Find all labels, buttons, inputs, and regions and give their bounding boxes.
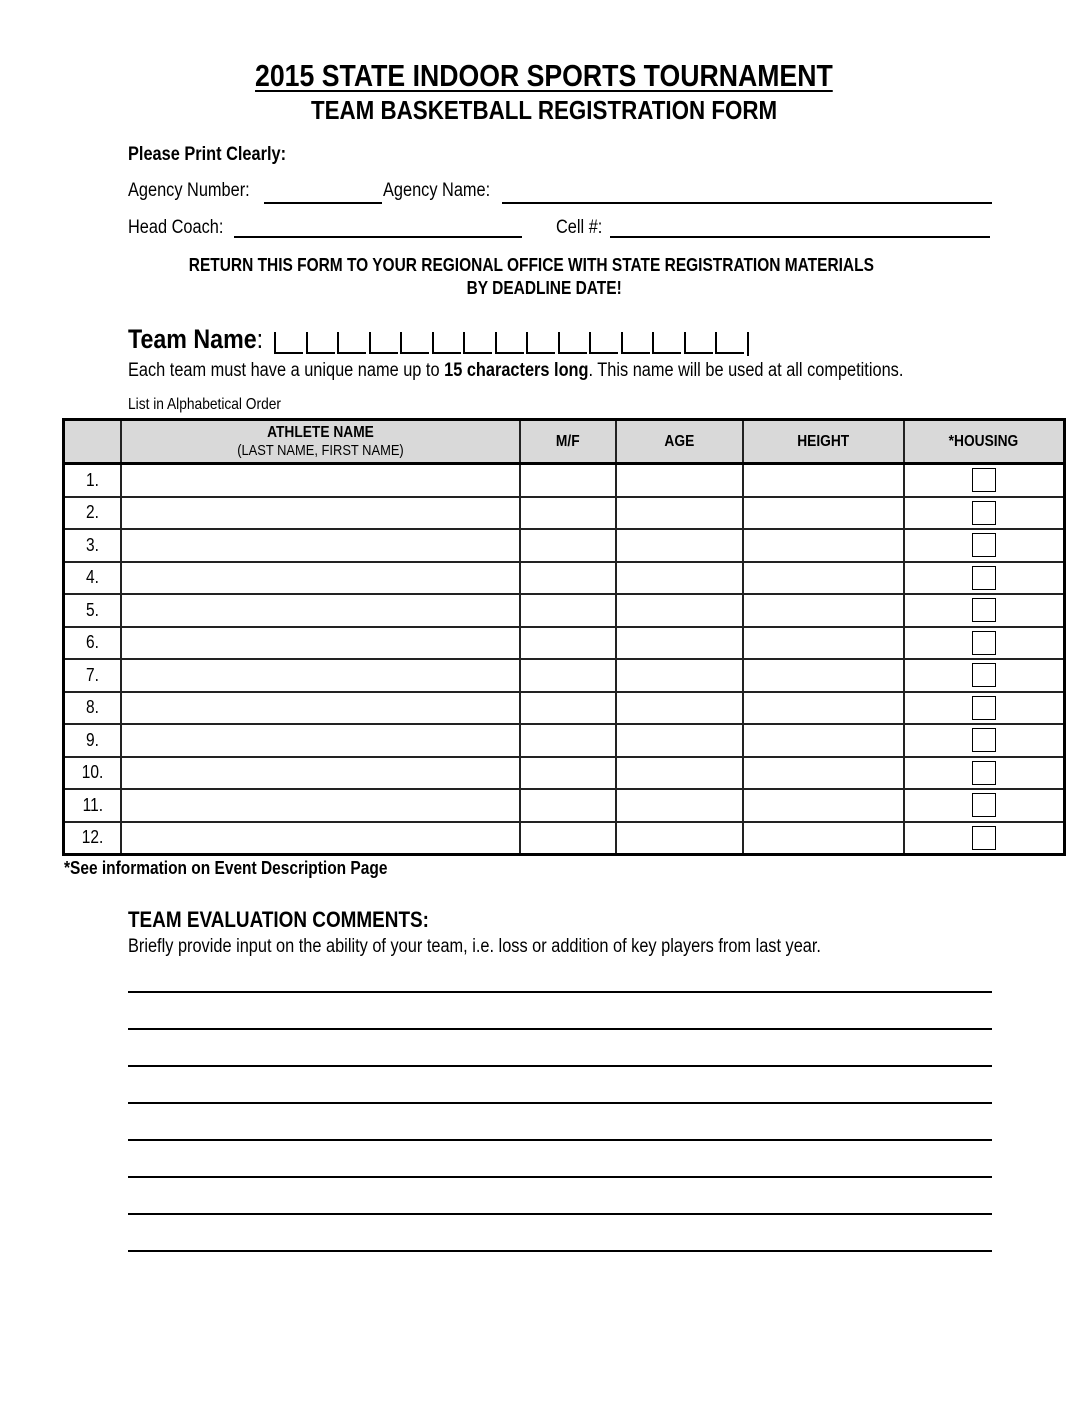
housing-cell — [904, 529, 1065, 562]
roster-row — [64, 757, 1065, 790]
team-name-character-box[interactable] — [306, 332, 335, 354]
team-name-character-box[interactable] — [558, 332, 587, 354]
team-name-character-box[interactable] — [621, 332, 650, 354]
housing-checkbox[interactable] — [972, 826, 996, 850]
row-number: 9. — [64, 724, 122, 757]
housing-checkbox[interactable] — [972, 533, 996, 557]
mf-cell[interactable] — [520, 529, 616, 562]
row-number: 11. — [64, 789, 122, 822]
athlete-name-cell[interactable] — [121, 724, 520, 757]
form-subtitle: TEAM BASKETBALL REGISTRATION FORM — [310, 95, 778, 125]
team-name-character-box[interactable] — [589, 332, 618, 354]
team-name-character-box[interactable] — [337, 332, 366, 354]
age-cell[interactable] — [616, 789, 744, 822]
mf-cell[interactable] — [520, 659, 616, 692]
age-cell[interactable] — [616, 529, 744, 562]
height-cell[interactable] — [743, 497, 903, 530]
team-name-character-box[interactable] — [432, 332, 461, 354]
height-cell[interactable] — [743, 789, 903, 822]
comment-line[interactable] — [128, 1176, 992, 1178]
age-cell[interactable] — [616, 594, 744, 627]
housing-checkbox[interactable] — [972, 663, 996, 687]
roster-row — [64, 724, 1065, 757]
comment-line[interactable] — [128, 991, 992, 993]
athlete-name-cell[interactable] — [121, 659, 520, 692]
mf-cell[interactable] — [520, 464, 616, 497]
row-number: 6. — [64, 627, 122, 660]
row-number-header — [64, 420, 122, 464]
roster-table — [62, 418, 1066, 856]
height-header: HEIGHT — [743, 420, 903, 464]
head-coach-label: Head Coach: — [128, 217, 224, 238]
athlete-name-cell[interactable] — [121, 789, 520, 822]
mf-cell[interactable] — [520, 497, 616, 530]
alphabetical-note: List in Alphabetical Order — [128, 396, 281, 413]
roster-row — [64, 562, 1065, 595]
agency-number-label: Agency Number: — [128, 180, 250, 201]
mf-header: M/F — [520, 420, 616, 464]
team-name-character-box[interactable] — [274, 332, 303, 354]
housing-cell — [904, 692, 1065, 725]
agency-name-field[interactable] — [502, 202, 992, 204]
mf-cell[interactable] — [520, 822, 616, 855]
roster-row — [64, 594, 1065, 627]
roster-row — [64, 789, 1065, 822]
housing-checkbox[interactable] — [972, 566, 996, 590]
team-name-character-box[interactable] — [652, 332, 681, 354]
housing-cell — [904, 789, 1065, 822]
mf-cell[interactable] — [520, 692, 616, 725]
agency-number-field[interactable] — [264, 202, 382, 204]
housing-cell — [904, 562, 1065, 595]
housing-cell — [904, 822, 1065, 855]
roster-row — [64, 692, 1065, 725]
team-name-end-bar — [747, 332, 749, 356]
team-name-character-box[interactable] — [684, 332, 713, 354]
age-cell[interactable] — [616, 562, 744, 595]
housing-checkbox[interactable] — [972, 761, 996, 785]
comment-line[interactable] — [128, 1028, 992, 1030]
athlete-name-cell[interactable] — [121, 692, 520, 725]
cell-field[interactable] — [610, 236, 990, 238]
team-name-label: Team Name: — [128, 324, 264, 354]
team-name-character-boxes[interactable] — [274, 332, 749, 356]
housing-cell — [904, 627, 1065, 660]
team-name-character-box[interactable] — [369, 332, 398, 354]
comment-line[interactable] — [128, 1213, 992, 1215]
height-cell[interactable] — [743, 562, 903, 595]
height-cell[interactable] — [743, 529, 903, 562]
housing-header: *HOUSING — [904, 420, 1065, 464]
mf-cell[interactable] — [520, 627, 616, 660]
form-title: 2015 STATE INDOOR SPORTS TOURNAMENT — [255, 58, 833, 93]
athlete-name-cell[interactable] — [121, 822, 520, 855]
housing-cell — [904, 659, 1065, 692]
height-cell[interactable] — [743, 757, 903, 790]
return-note: RETURN THIS FORM TO YOUR REGIONAL OFFICE WITH STATE REGISTRATION MATERIALS BY DEADLINE DATE! — [188, 255, 874, 298]
row-number: 8. — [64, 692, 122, 725]
housing-checkbox[interactable] — [972, 696, 996, 720]
age-header: AGE — [616, 420, 744, 464]
team-name-character-box[interactable] — [526, 332, 555, 354]
roster-row — [64, 659, 1065, 692]
housing-cell — [904, 757, 1065, 790]
mf-cell[interactable] — [520, 724, 616, 757]
roster-row — [64, 497, 1065, 530]
height-cell[interactable] — [743, 594, 903, 627]
print-clearly-note: Please Print Clearly: — [128, 144, 287, 165]
row-number: 5. — [64, 594, 122, 627]
housing-cell — [904, 724, 1065, 757]
team-name-note: Each team must have a unique name up to 15 characters long. This name will be used at all competitions. — [128, 360, 904, 381]
housing-footnote: *See information on Event Description Page — [64, 858, 388, 878]
evaluation-title: TEAM EVALUATION COMMENTS: — [128, 907, 429, 932]
height-cell[interactable] — [743, 659, 903, 692]
housing-checkbox[interactable] — [972, 631, 996, 655]
comment-line[interactable] — [128, 1102, 992, 1104]
mf-cell[interactable] — [520, 789, 616, 822]
agency-name-label: Agency Name: — [383, 180, 491, 201]
evaluation-description: Briefly provide input on the ability of your team, i.e. loss or addition of key players from last year. — [128, 936, 821, 957]
row-number: 10. — [64, 757, 122, 790]
age-cell[interactable] — [616, 822, 744, 855]
row-number: 2. — [64, 497, 122, 530]
housing-cell — [904, 464, 1065, 497]
mf-cell[interactable] — [520, 757, 616, 790]
comment-line[interactable] — [128, 1250, 992, 1252]
roster-row — [64, 627, 1065, 660]
athlete-name-cell[interactable] — [121, 627, 520, 660]
housing-cell — [904, 497, 1065, 530]
housing-cell — [904, 594, 1065, 627]
housing-checkbox[interactable] — [972, 468, 996, 492]
athlete-name-cell[interactable] — [121, 594, 520, 627]
athlete-name-cell[interactable] — [121, 497, 520, 530]
height-cell[interactable] — [743, 724, 903, 757]
mf-cell[interactable] — [520, 562, 616, 595]
housing-checkbox[interactable] — [972, 793, 996, 817]
team-name-character-box[interactable] — [495, 332, 524, 354]
age-cell[interactable] — [616, 724, 744, 757]
height-cell[interactable] — [743, 692, 903, 725]
comment-line[interactable] — [128, 1139, 992, 1141]
athlete-name-cell[interactable] — [121, 529, 520, 562]
cell-label: Cell #: — [556, 217, 603, 238]
row-number: 3. — [64, 529, 122, 562]
age-cell[interactable] — [616, 464, 744, 497]
mf-cell[interactable] — [520, 594, 616, 627]
athlete-name-cell[interactable] — [121, 757, 520, 790]
age-cell[interactable] — [616, 757, 744, 790]
row-number: 7. — [64, 659, 122, 692]
height-cell[interactable] — [743, 464, 903, 497]
roster-row — [64, 529, 1065, 562]
roster-row — [64, 464, 1065, 497]
age-cell[interactable] — [616, 659, 744, 692]
row-number: 12. — [64, 822, 122, 855]
height-cell[interactable] — [743, 627, 903, 660]
athlete-name-header: ATHLETE NAME (LAST NAME, FIRST NAME) — [121, 420, 520, 464]
height-cell[interactable] — [743, 822, 903, 855]
age-cell[interactable] — [616, 497, 744, 530]
age-cell[interactable] — [616, 627, 744, 660]
housing-checkbox[interactable] — [972, 728, 996, 752]
team-name-character-box[interactable] — [463, 332, 492, 354]
age-cell[interactable] — [616, 692, 744, 725]
athlete-name-cell[interactable] — [121, 464, 520, 497]
team-name-character-box[interactable] — [400, 332, 429, 354]
team-name-character-box[interactable] — [715, 332, 744, 354]
housing-checkbox[interactable] — [972, 598, 996, 622]
row-number: 1. — [64, 464, 122, 497]
roster-header-row — [64, 420, 1065, 464]
comment-line[interactable] — [128, 1065, 992, 1067]
roster-row — [64, 822, 1065, 855]
head-coach-field[interactable] — [234, 236, 522, 238]
row-number: 4. — [64, 562, 122, 595]
housing-checkbox[interactable] — [972, 501, 996, 525]
athlete-name-cell[interactable] — [121, 562, 520, 595]
